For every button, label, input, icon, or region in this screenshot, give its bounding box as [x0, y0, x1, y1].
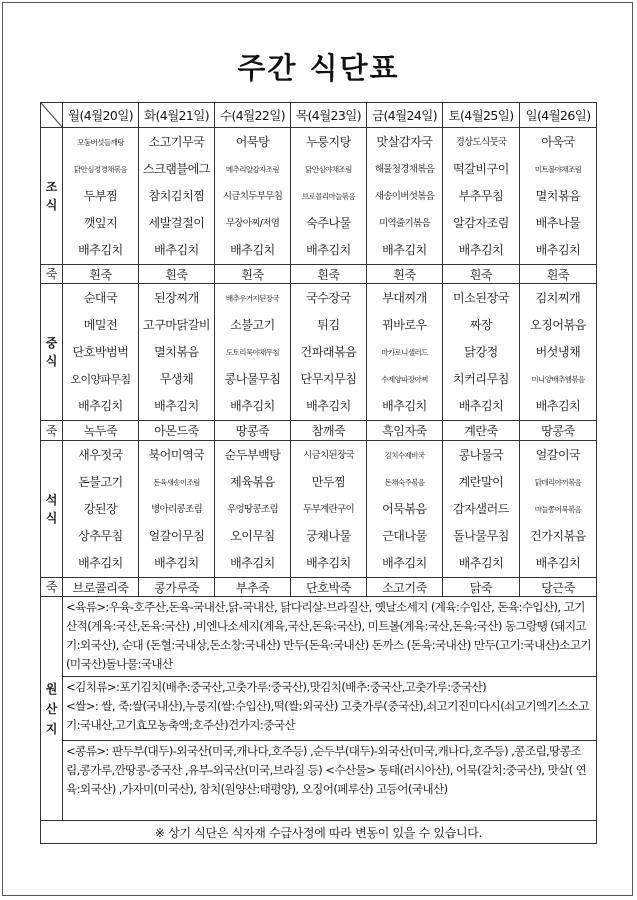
- menu-item: 메추리알감자조림: [225, 164, 280, 174]
- menu-item: 배추김치: [382, 398, 427, 413]
- menu-item: 어묵볶음: [382, 501, 427, 516]
- menu-item: 맛살감자국: [376, 134, 433, 149]
- lunch-day-cell: [291, 284, 367, 421]
- menu-item: 배추김치: [154, 555, 199, 570]
- menu-item: 배추김치: [78, 398, 123, 413]
- page-title: 주간 식단표: [237, 51, 400, 85]
- menu-item: 순대국: [83, 290, 118, 305]
- breakfast-label-cell: [41, 128, 63, 265]
- breakfast-day-cell: [367, 128, 443, 265]
- origin-kimchi-rice: [63, 677, 597, 741]
- menu-item: 오이양파무침: [70, 372, 131, 386]
- menu-item: 된장찌개: [154, 290, 199, 305]
- porridge-item: 참깨죽: [291, 421, 367, 441]
- breakfast-day-cell: [291, 128, 367, 265]
- menu-item: 감자샐러드: [453, 501, 509, 516]
- menu-item: 건가지볶음: [530, 528, 586, 543]
- origin-rice: <쌀>: 쌀, 죽:쌀(국내산),누룽지(쌀:수입산),떡(쌀:외국산) 고춧가루(중국산),쇠고기진미다시(쇠고기엑기스소고기:국내산,고기효모농축액;호주산)건가지:중국산: [66, 699, 589, 732]
- menu-item: 시금치된장국: [303, 449, 354, 461]
- porridge-item: 계란죽: [443, 421, 520, 441]
- menu-item: 배추김치: [154, 242, 199, 257]
- menu-item: 해물청경채볶음: [374, 163, 435, 175]
- menu-item: 시금치두부무침: [222, 190, 283, 202]
- day-header: 목(4월23일): [291, 103, 367, 128]
- porridge-item: 흰죽: [291, 265, 367, 284]
- menu-item: 배추김치: [154, 398, 199, 413]
- corner-cell: [41, 103, 63, 128]
- menu-item: 누룽지탕: [306, 134, 351, 149]
- menu-item: 짜장: [469, 317, 493, 332]
- porridge-item: 땅콩죽: [520, 421, 597, 441]
- menu-item: 만두찜: [311, 474, 346, 489]
- menu-item: 닭안심야채조림: [305, 164, 352, 174]
- menu-item: 부대찌개: [382, 290, 427, 305]
- menu-item: 북어미역국: [148, 447, 205, 462]
- menu-item: 두부찜: [83, 188, 118, 203]
- menu-item: 배추김치: [535, 242, 581, 257]
- menu-item: 콩나물무침: [224, 371, 281, 386]
- menu-item: 메밀전: [83, 317, 118, 332]
- porridge-item: 흰죽: [139, 265, 215, 284]
- menu-item: 배추김치: [458, 555, 504, 570]
- menu-item: 돈육새송이조림: [153, 477, 200, 487]
- menu-item: 멸치볶음: [535, 188, 581, 203]
- dinner-day-cell: [443, 441, 520, 578]
- menu-item: 오이무침: [230, 528, 275, 543]
- menu-item: 배추김치: [78, 242, 123, 257]
- porridge-label: 죽: [41, 265, 63, 284]
- day-header: 수(4월22일): [215, 103, 291, 128]
- porridge-item: 브로콜리죽: [63, 578, 139, 597]
- menu-item: 숙주나물: [306, 215, 351, 230]
- origin-label-cell: [41, 597, 63, 821]
- porridge-item: 흰죽: [443, 265, 520, 284]
- menu-item: 스크램블에그: [142, 161, 211, 176]
- notice-text: ※ 상기 식단은 식자재 수급사정에 따라 변동이 있을 수 있습니다.: [41, 821, 597, 844]
- menu-item: 마늘쫑어묵볶음: [534, 504, 582, 514]
- menu-item: 건파래볶음: [300, 344, 357, 359]
- dinner-day-cell: [520, 441, 597, 578]
- lunch-day-cell: [443, 284, 520, 421]
- origin-meat: <육류>:우육-호주산,돈육-국내산,닭-국내산, 닭다리살-브라질산, 옛날소세지 (계육:수입산, 돈육:수입산), 고기산적(계육:국산,돈육:국산) ,비엔나소세지(계육,국산,돈육:국산), 미트볼(계육:국산,돈육:국산) 동그랑땡 (돼지고기:외국산), 순대 (돈혈:국내상,돈소창:국내산) 만두(돈육:국내산) 돈까스 (돈육:국내산) 만두(고기:국내산)소고기(미국산)돌나물:국내산: [63, 597, 597, 677]
- menu-item: 브로콜리마늘볶음: [301, 191, 356, 201]
- lunch-day-cell: [63, 284, 139, 421]
- menu-item: 순두부백탕: [224, 447, 281, 462]
- day-header: 화(4월21일): [139, 103, 215, 128]
- dinner-label-cell: [41, 441, 63, 578]
- menu-item: 근대나물: [382, 528, 427, 543]
- lunch-label-cell: [41, 284, 63, 421]
- porridge-label: 죽: [41, 421, 63, 441]
- lunch-day-cell: [215, 284, 291, 421]
- porridge-item: 땅콩죽: [215, 421, 291, 441]
- porridge-item: 흰죽: [520, 265, 597, 284]
- menu-item: 얼갈이무침: [148, 528, 205, 543]
- menu-item: 튀김: [317, 317, 340, 332]
- menu-item: 배추김치: [230, 242, 275, 257]
- dinner-label: 석 식: [45, 493, 58, 525]
- menu-item: 경상도식뭇국: [455, 136, 507, 148]
- menu-item: 콩나물국: [458, 447, 504, 462]
- menu-item: 배추김치: [382, 242, 427, 257]
- menu-item: 무생채: [159, 371, 194, 386]
- menu-item: 두부계란구이: [303, 503, 354, 515]
- porridge-item: 흑임자죽: [367, 421, 443, 441]
- menu-item: 마카로니샐러드: [381, 347, 428, 357]
- porridge-item: 아몬드죽: [139, 421, 215, 441]
- menu-item: 얼갈이국: [535, 447, 581, 462]
- origin-label: 원 산 지: [45, 681, 58, 736]
- menu-item: 미소된장국: [453, 290, 509, 305]
- diagonal-line: [41, 103, 63, 128]
- menu-item: 닭강정: [464, 344, 498, 359]
- menu-item: 부추무침: [458, 188, 504, 203]
- menu-item: 계란말이: [458, 474, 504, 489]
- menu-item: 병아리콩조림: [151, 503, 202, 515]
- dinner-day-cell: [63, 441, 139, 578]
- menu-item: 미트볼야채조림: [534, 164, 582, 174]
- porridge-item: 흰죽: [63, 265, 139, 284]
- menu-item: 닭안심정경채볶음: [73, 164, 128, 174]
- menu-item: 미니양배추햄볶음: [531, 374, 585, 384]
- lunch-label: 중 식: [45, 336, 58, 368]
- porridge-item: 녹두죽: [63, 421, 139, 441]
- menu-item: 배추김치: [535, 398, 581, 413]
- menu-item: 배추김치: [458, 242, 504, 257]
- menu-item: 상추무침: [78, 528, 123, 543]
- menu-item: 미역줄기볶음: [379, 217, 430, 229]
- porridge-item: 부추죽: [215, 578, 291, 597]
- origin-beans-seafood: <콩류>: 판두부(대두)-외국산(미국,캐나다,호주등) ,순두부(대두)-외국산(미국,캐나다,호주등) ,콩조림,땅콩조림,콩가루,깐땅콩-중국산 ,유부-외국산(미국,브라질 등) <수산물> 동태(러시아산), 어묵(갈치:중국산), 맛살( 연육:외국산) ,가자미(미국산), 참치(원양산:태평양), 오징어(페루산) 고등어(국내산): [63, 741, 597, 821]
- menu-item: 새우젓국: [78, 447, 123, 462]
- menu-item: 배추김치: [306, 242, 351, 257]
- breakfast-label: 조 식: [45, 180, 58, 212]
- menu-item: 배추김치: [306, 555, 351, 570]
- menu-item: 어묵탕: [235, 134, 270, 149]
- menu-item: 국수장국: [306, 290, 351, 305]
- porridge-item: 흰죽: [215, 265, 291, 284]
- menu-item: 단무지무침: [300, 371, 357, 386]
- menu-item: 소고기무국: [148, 134, 205, 149]
- porridge-item: 당근죽: [520, 578, 597, 597]
- meal-plan-table: [40, 102, 597, 844]
- menu-item: 꿔바로우: [382, 317, 427, 332]
- origin-kimchi: <김치류>:포기김치(배추:중국산,고춧가루:중국산),맛김치(배추:중국산,고춧가루:중국산): [66, 680, 487, 694]
- breakfast-day-cell: [520, 128, 597, 265]
- lunch-day-cell: [520, 284, 597, 421]
- menu-item: 배추우거지된장국: [225, 293, 280, 303]
- lunch-day-cell: [367, 284, 443, 421]
- breakfast-day-cell: [63, 128, 139, 265]
- menu-item: 김치수제비국: [384, 450, 425, 460]
- dinner-day-cell: [291, 441, 367, 578]
- menu-item: 무장아찌/저염: [225, 217, 280, 229]
- menu-item: 수제양파장아찌: [381, 374, 428, 384]
- menu-item: 오징어볶음: [530, 317, 586, 332]
- menu-item: 새송이버섯볶음: [374, 190, 435, 202]
- day-header: 토(4월25일): [443, 103, 520, 128]
- menu-item: 배추김치: [306, 398, 351, 413]
- breakfast-day-cell: [139, 128, 215, 265]
- menu-item: 소불고기: [230, 317, 275, 332]
- menu-item: 김치찌개: [535, 290, 581, 305]
- menu-item: 단호박범벅: [72, 344, 129, 359]
- porridge-item: 소고기죽: [367, 578, 443, 597]
- menu-item: 배추김치: [78, 555, 123, 570]
- porridge-item: 흰죽: [367, 265, 443, 284]
- menu-item: 돈불고기: [78, 474, 123, 489]
- breakfast-day-cell: [443, 128, 520, 265]
- menu-item: 고구마닭갈비: [142, 317, 211, 332]
- menu-item: 깻잎지: [83, 215, 118, 230]
- day-header: 월(4월20일): [63, 103, 139, 128]
- menu-item: 참치김치찜: [148, 188, 205, 203]
- menu-item: 배추김치: [535, 555, 581, 570]
- dinner-day-cell: [367, 441, 443, 578]
- menu-item: 알감자조림: [453, 215, 509, 230]
- breakfast-day-cell: [215, 128, 291, 265]
- menu-item: 배추나물: [535, 215, 581, 230]
- menu-item: 도토리묵야채무침: [225, 347, 280, 357]
- menu-item: 제육볶음: [230, 474, 275, 489]
- menu-item: 버섯냉채: [535, 344, 581, 359]
- menu-item: 배추김치: [230, 555, 275, 570]
- menu-item: 돌나물무침: [453, 528, 509, 543]
- menu-item: 아욱국: [541, 134, 575, 149]
- menu-item: 닭데리야끼볶음: [534, 477, 582, 487]
- menu-item: 돈채숙주볶음: [384, 477, 425, 487]
- menu-item: 멸치볶음: [154, 344, 199, 359]
- menu-item: 배추김치: [230, 398, 275, 413]
- menu-item: 배추김치: [382, 555, 427, 570]
- dinner-day-cell: [139, 441, 215, 578]
- menu-item: 배추김치: [458, 398, 504, 413]
- porridge-item: 단호박죽: [291, 578, 367, 597]
- menu-item: 세발걸절이: [148, 215, 205, 230]
- porridge-label: 죽: [41, 578, 63, 597]
- menu-item: 궁채나물: [306, 528, 351, 543]
- dinner-day-cell: [215, 441, 291, 578]
- menu-item: 모둠버섯들깨탕: [77, 137, 124, 147]
- menu-item: 떡갈비구이: [453, 161, 509, 176]
- porridge-item: 콩가루죽: [139, 578, 215, 597]
- porridge-item: 닭죽: [443, 578, 520, 597]
- menu-item: 강된장: [83, 501, 118, 516]
- day-header: 일(4월26일): [520, 103, 597, 128]
- menu-item: 우엉땅콩조림: [227, 503, 278, 515]
- lunch-day-cell: [139, 284, 215, 421]
- day-header: 금(4월24일): [367, 103, 443, 128]
- menu-item: 치커리무침: [453, 371, 509, 386]
